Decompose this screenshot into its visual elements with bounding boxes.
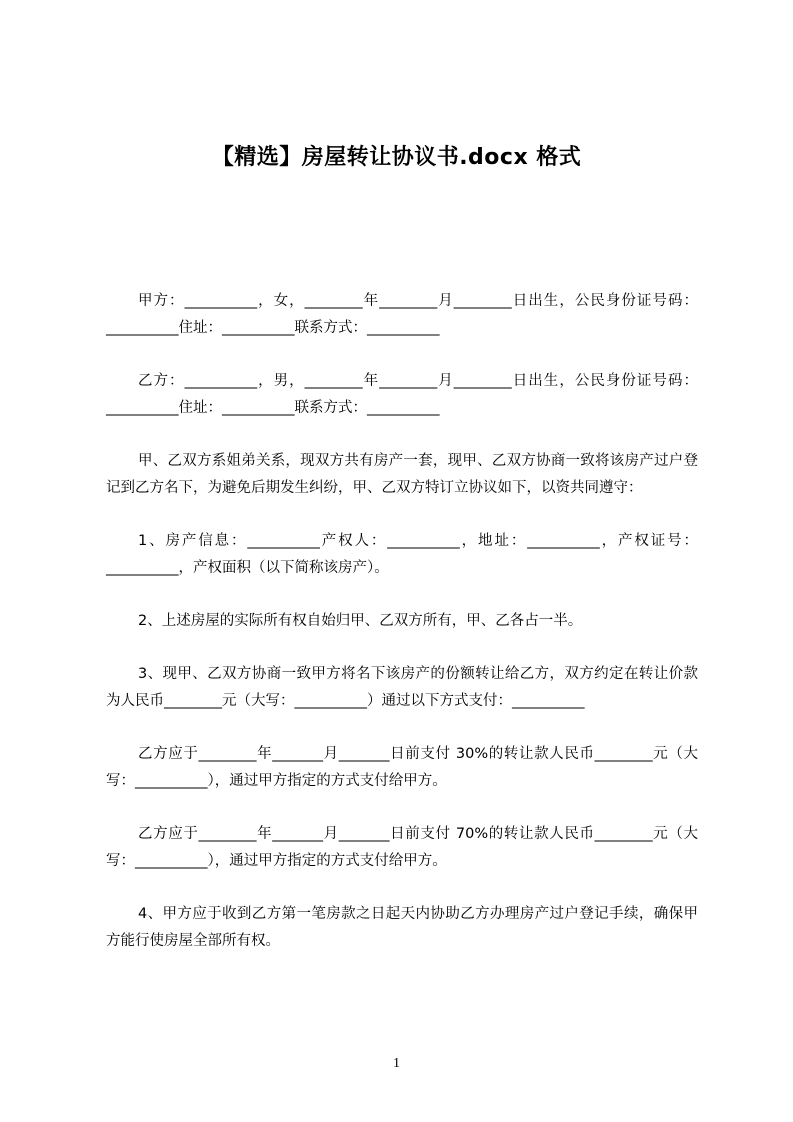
payment-30-percent: 乙方应于________年_______月_______日前支付 30%的转让款人民币________元（大写：__________），通过甲方指定的方式支付给甲方。 <box>106 746 698 789</box>
preamble: 甲、乙双方系姐弟关系，现双方共有房产一套，现甲、乙双方协商一致将该房产过户登记到乙方名下，为避免后期发生纠纷，甲、乙双方特订立协议如下，以资共同遵守： <box>106 453 698 496</box>
payment-70-percent: 乙方应于________年_______月_______日前支付 70%的转让款人民币________元（大写：__________），通过甲方指定的方式支付给甲方。 <box>106 826 698 869</box>
party-b-info: 乙方：__________，男，________年________月________日出生，公民身份证号码：__________住址：__________联系方式：__________ <box>106 373 698 416</box>
document-body <box>106 288 698 981</box>
clause-3-transfer-price: 3、现甲、乙双方协商一致甲方将名下该房产的份额转让给乙方，双方约定在转让价款为人民币________元（大写：__________）通过以下方式支付：__________ <box>106 666 698 709</box>
document-title: 【精选】房屋转让协议书.docx 格式 <box>211 145 582 170</box>
clause-2-ownership: 2、上述房屋的实际所有权自始归甲、乙双方所有，甲、乙各占一半。 <box>138 613 583 629</box>
clause-1-property-info: 1、房产信息：__________产权人：__________，地址：__________，产权证号：__________，产权面积（以下简称该房产）。 <box>106 533 698 576</box>
page-number: 1 <box>393 1056 400 1071</box>
clause-4-transfer-registration: 4、甲方应于收到乙方第一笔房款之日起天内协助乙方办理房产过户登记手续，确保甲方能行使房屋全部所有权。 <box>106 906 698 949</box>
party-a-info: 甲方：__________，女，________年________月________日出生，公民身份证号码：__________住址：__________联系方式：__________ <box>106 293 698 336</box>
